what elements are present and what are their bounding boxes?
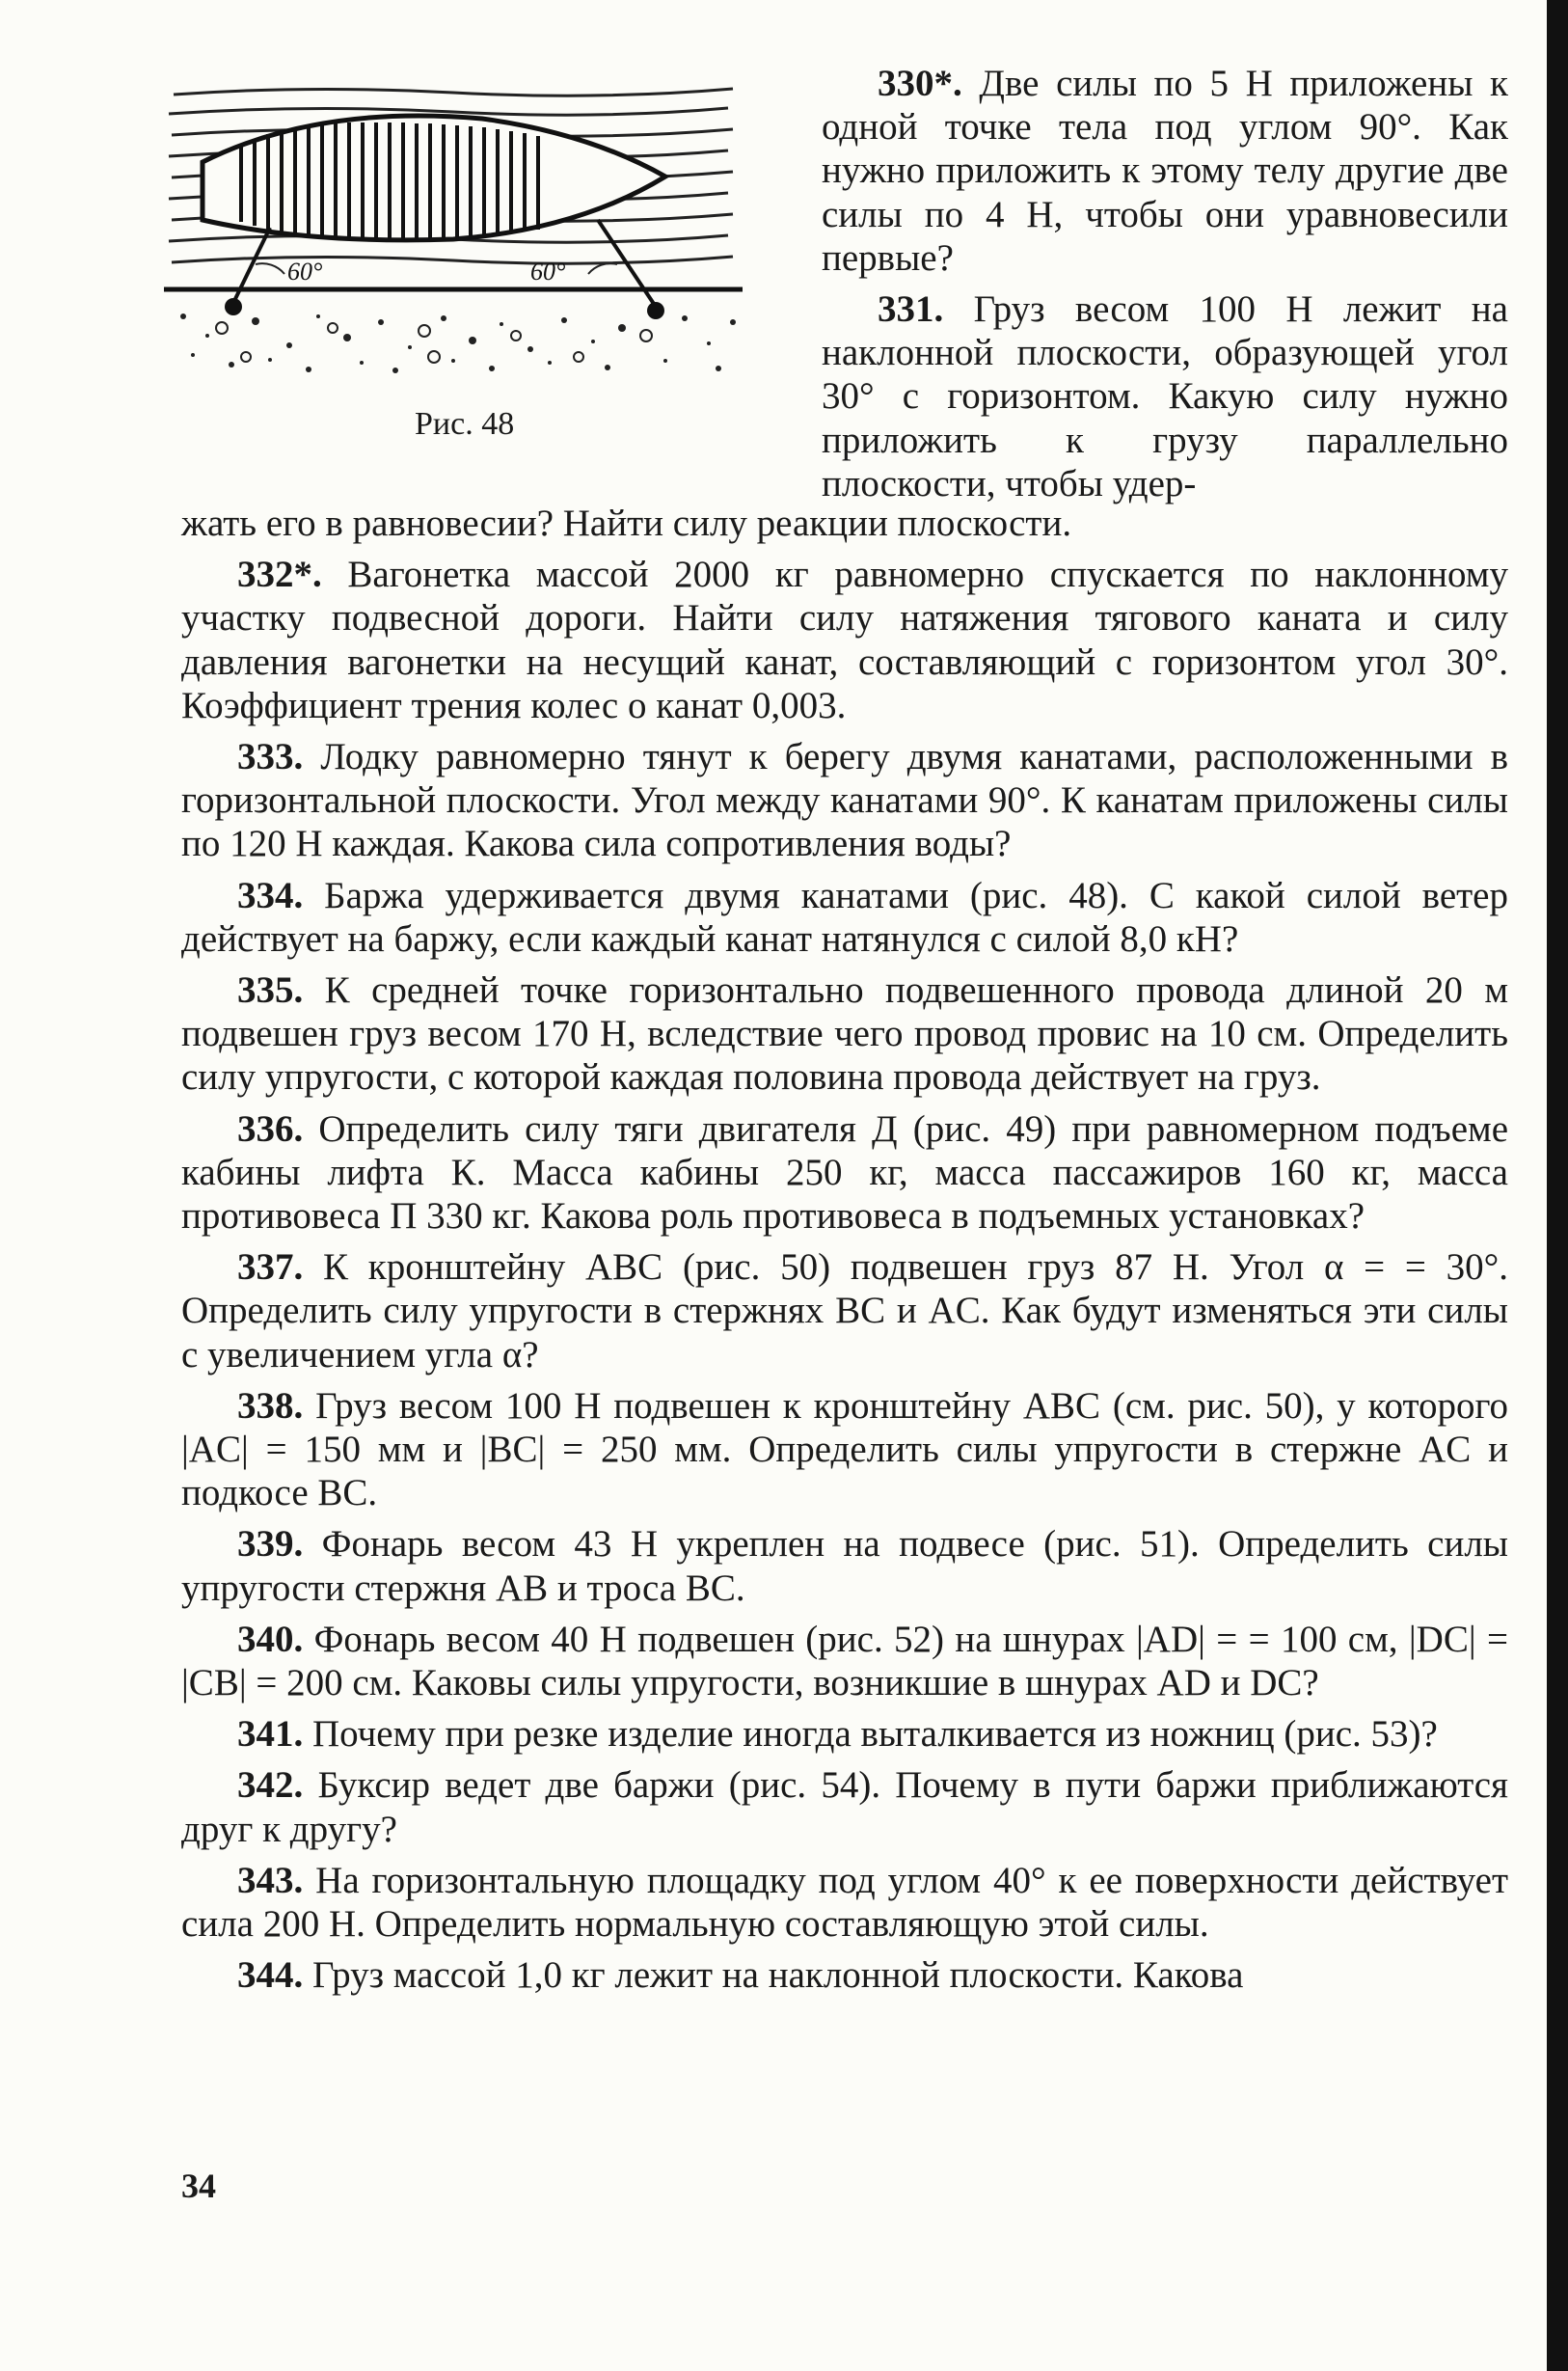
page-edge-shadow (1547, 0, 1568, 2371)
problem-text: Груз весом 100 Н лежит на наклонной плоскости, образующей угол 30° с горизонтом. Какую силу нужно приложить к грузу параллельно плоскости, чтобы удер- (822, 288, 1508, 504)
problem-number: 331. (878, 288, 944, 331)
problem-number: 341. (237, 1713, 304, 1756)
problem-344 (181, 1953, 1508, 1997)
problem-338 (181, 1384, 1508, 1515)
problem-number: 338. (237, 1384, 304, 1427)
problem-number: 335. (237, 969, 304, 1012)
problem-text: Вагонетка массой 2000 кг равномерно спускается по наклонному участку подвесной дороги. Найти силу натяжения тягового каната и силу давления вагонетки на несущий канат, составляющий с горизонтом угол 30°. Коэффициент трения колес о канат 0,003. (181, 554, 1508, 726)
problem-number: 332*. (237, 554, 322, 596)
problem-text: Лодку равномерно тянут к берегу двумя канатами, расположенными в горизонтальной плоскости. Угол между канатами 90°. К канатам приложены силы по 120 Н каждая. Какова сила сопротивления воды? (181, 736, 1508, 865)
problem-text: Груз массой 1,0 кг лежит на наклонной плоскости. Какова (312, 1954, 1244, 1997)
page-number: 34 (181, 2167, 216, 2205)
problem-341 (181, 1712, 1508, 1756)
problem-number: 336. (237, 1107, 304, 1150)
problem-text: Буксир ведет две баржи (рис. 54). Почему в пути баржи приближаются друг к другу? (181, 1764, 1509, 1850)
problem-text: К средней точке горизонтально подвешенного провода длиной 20 м подвешен груз весом 170 Н, вследствие чего провод провис на 10 см. Определить силу упругости, с которой каждая половина провода действует на груз. (181, 969, 1509, 1099)
problem-number: 337. (237, 1246, 304, 1289)
problem-text: Определить силу тяги двигателя Д (рис. 49) при равномерном подъеме кабины лифта К. Масса кабины 250 кг, масса пассажиров 160 кг, масса противовеса П 330 кг. Какова роль противовеса в подъемных установках? (181, 1107, 1509, 1238)
problem-text: К кронштейну ABC (рис. 50) подвешен груз 87 Н. Угол α = = 30°. Определить силу упругости в стержнях BC и AC. Как будут изменяться эти силы с увеличением угла α? (181, 1246, 1508, 1376)
problem-339 (181, 1522, 1508, 1609)
problem-text: Фонарь весом 40 Н подвешен (рис. 52) на шнурах |AD| = = 100 см, |DC| = |CB| = 200 см. Каковы силы упругости, возникшие в шнурах AD и DC? (181, 1618, 1509, 1704)
problem-text: Груз весом 100 Н подвешен к кронштейну ABC (см. рис. 50), у которого |AC| = 150 мм и |BC| = 250 мм. Определить силы упругости в стержне AC и подкосе BC. (181, 1384, 1509, 1514)
problem-332 (181, 553, 1508, 727)
angle-right-label: 60° (530, 258, 566, 286)
problem-number: 342. (237, 1764, 304, 1807)
problem-text: Две силы по 5 Н приложены к одной точке тела под углом 90°. Как нужно приложить к этому телу другие две силы по 4 Н, чтобы они уравновесили первые? (822, 63, 1508, 279)
figure-caption: Рис. 48 (415, 406, 515, 442)
problem-number: 334. (237, 874, 304, 916)
problem-number: 333. (237, 736, 304, 778)
main-text (181, 502, 1508, 2005)
problem-text: На горизонтальную площадку под углом 40° к ее поверхности действует сила 200 Н. Определить нормальную составляющую этой силы. (181, 1859, 1509, 1946)
problem-text: Почему при резке изделие иногда выталкивается из ножниц (рис. 53)? (312, 1713, 1438, 1756)
problem-number: 344. (237, 1954, 304, 1997)
problem-337 (181, 1245, 1508, 1376)
problem-335 (181, 968, 1508, 1100)
problem-340 (181, 1618, 1508, 1704)
problem-336 (181, 1107, 1508, 1239)
problem-text: Баржа удерживается двумя канатами (рис. 48). С какой силой ветер действует на баржу, если каждый канат натянулся с силой 8,0 кН? (181, 874, 1508, 960)
figure-48 (164, 75, 762, 394)
problem-342 (181, 1763, 1508, 1850)
problem-number: 340. (237, 1618, 304, 1660)
right-column-text (822, 62, 1508, 513)
problem-number: 330*. (878, 63, 962, 104)
problem-331-continuation: жать его в равновесии? Найти силу реакции плоскости. (181, 503, 1072, 544)
angle-left-label: 60° (287, 258, 323, 286)
problem-text: Фонарь весом 43 Н укреплен на подвесе (рис. 51). Определить силы упругости стержня AB и троса BC. (181, 1523, 1509, 1609)
problem-343 (181, 1859, 1508, 1946)
problem-331 (822, 287, 1508, 505)
problem-330 (822, 62, 1508, 280)
problem-number: 343. (237, 1859, 304, 1901)
problem-number: 339. (237, 1523, 304, 1566)
problem-334 (181, 874, 1508, 961)
barge-diagram (164, 75, 762, 394)
problem-333 (181, 735, 1508, 866)
